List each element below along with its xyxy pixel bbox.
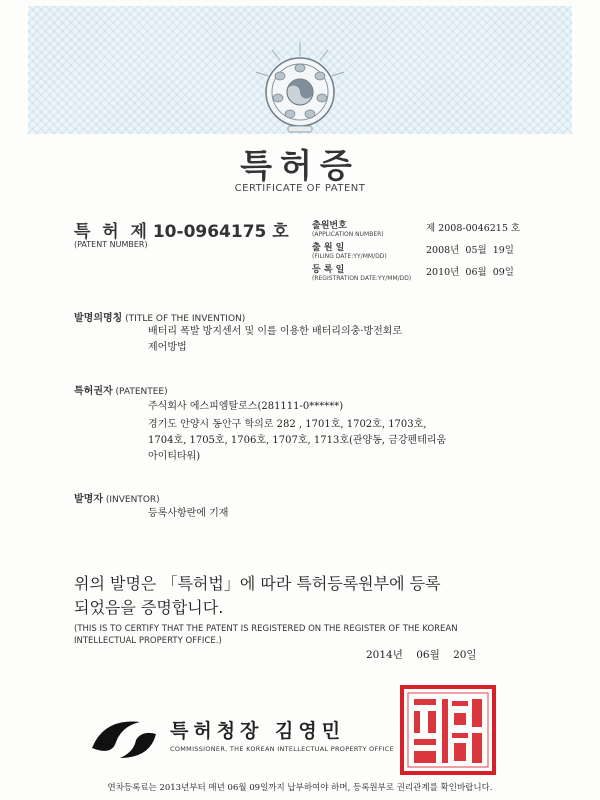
patentee-address: 경기도 안양시 동안구 학의로 282 , 1701호, 1702호, 1703호, 1704호, 1705호, 1706호, 1707호, 1713호(관양동, 금강펜테리움 아이티타워) bbox=[148, 419, 447, 462]
filing-date-label: 출 원 일 (FILING DATE:YY/MM/DD) bbox=[312, 243, 387, 260]
certification-statement-ko: 위의 발명은 「특허법」에 따라 특허등록원부에 등록 되었음을 증명합니다. bbox=[74, 574, 441, 617]
footer-note: 연차등록료는 2013년부터 매년 06월 09일까지 납부하여야 하며, 등록원부로 권리관계를 확인바랍니다. bbox=[107, 783, 493, 793]
invention-title-value: 배터리 폭발 방지센서 및 이를 이용한 배터리의충·방전회로 제어방법 bbox=[148, 326, 403, 353]
certificate-title-en: CERTIFICATE OF PATENT bbox=[234, 183, 366, 194]
application-number-label: 출원번호 (APPLICATION NUMBER) bbox=[312, 221, 384, 238]
kipo-logo-icon bbox=[86, 712, 164, 764]
national-emblem-seal-icon bbox=[252, 42, 348, 138]
inventor-value: 등록사항란에 기재 bbox=[148, 508, 229, 519]
official-red-seal-stamp-icon bbox=[398, 683, 498, 777]
patentee-label: 특허권자 (PATENTEE) bbox=[74, 386, 168, 397]
patent-number: 특 허 제 10-0964175 호 bbox=[74, 222, 289, 242]
application-number-value: 제 2008-0046215 호 bbox=[426, 223, 521, 234]
invention-title-label: 발명의명칭 (TITLE OF THE INVENTION) bbox=[74, 313, 246, 324]
commissioner-title-en: COMMISSIONER, THE KOREAN INTELLECTUAL PROPERTY OFFICE bbox=[170, 745, 395, 753]
registration-date-label: 등 록 일 (REGISTRATION DATE:YY/MM/DD) bbox=[312, 265, 412, 282]
filing-date-value: 2008년 05월 19일 bbox=[426, 245, 514, 256]
patent-number-label-en: (PATENT NUMBER) bbox=[74, 240, 148, 249]
patentee-name: 주식회사 에스피엠탈로스(281111-0******) bbox=[148, 401, 344, 412]
inventor-label: 발명자 (INVENTOR) bbox=[74, 494, 160, 505]
issue-date: 2014년 06월 20일 bbox=[366, 649, 477, 661]
registration-date-value: 2010년 06월 09일 bbox=[426, 267, 514, 278]
certification-statement-en: (THIS IS TO CERTIFY THAT THE PATENT IS REGISTERED ON THE REGISTER OF THE KOREAN INTELLECTUAL PROPERTY OFFICE.) bbox=[74, 624, 458, 646]
certificate-title-ko: 특허증 bbox=[240, 146, 360, 185]
commissioner-title-ko: 특허청장 김영민 bbox=[170, 720, 346, 742]
